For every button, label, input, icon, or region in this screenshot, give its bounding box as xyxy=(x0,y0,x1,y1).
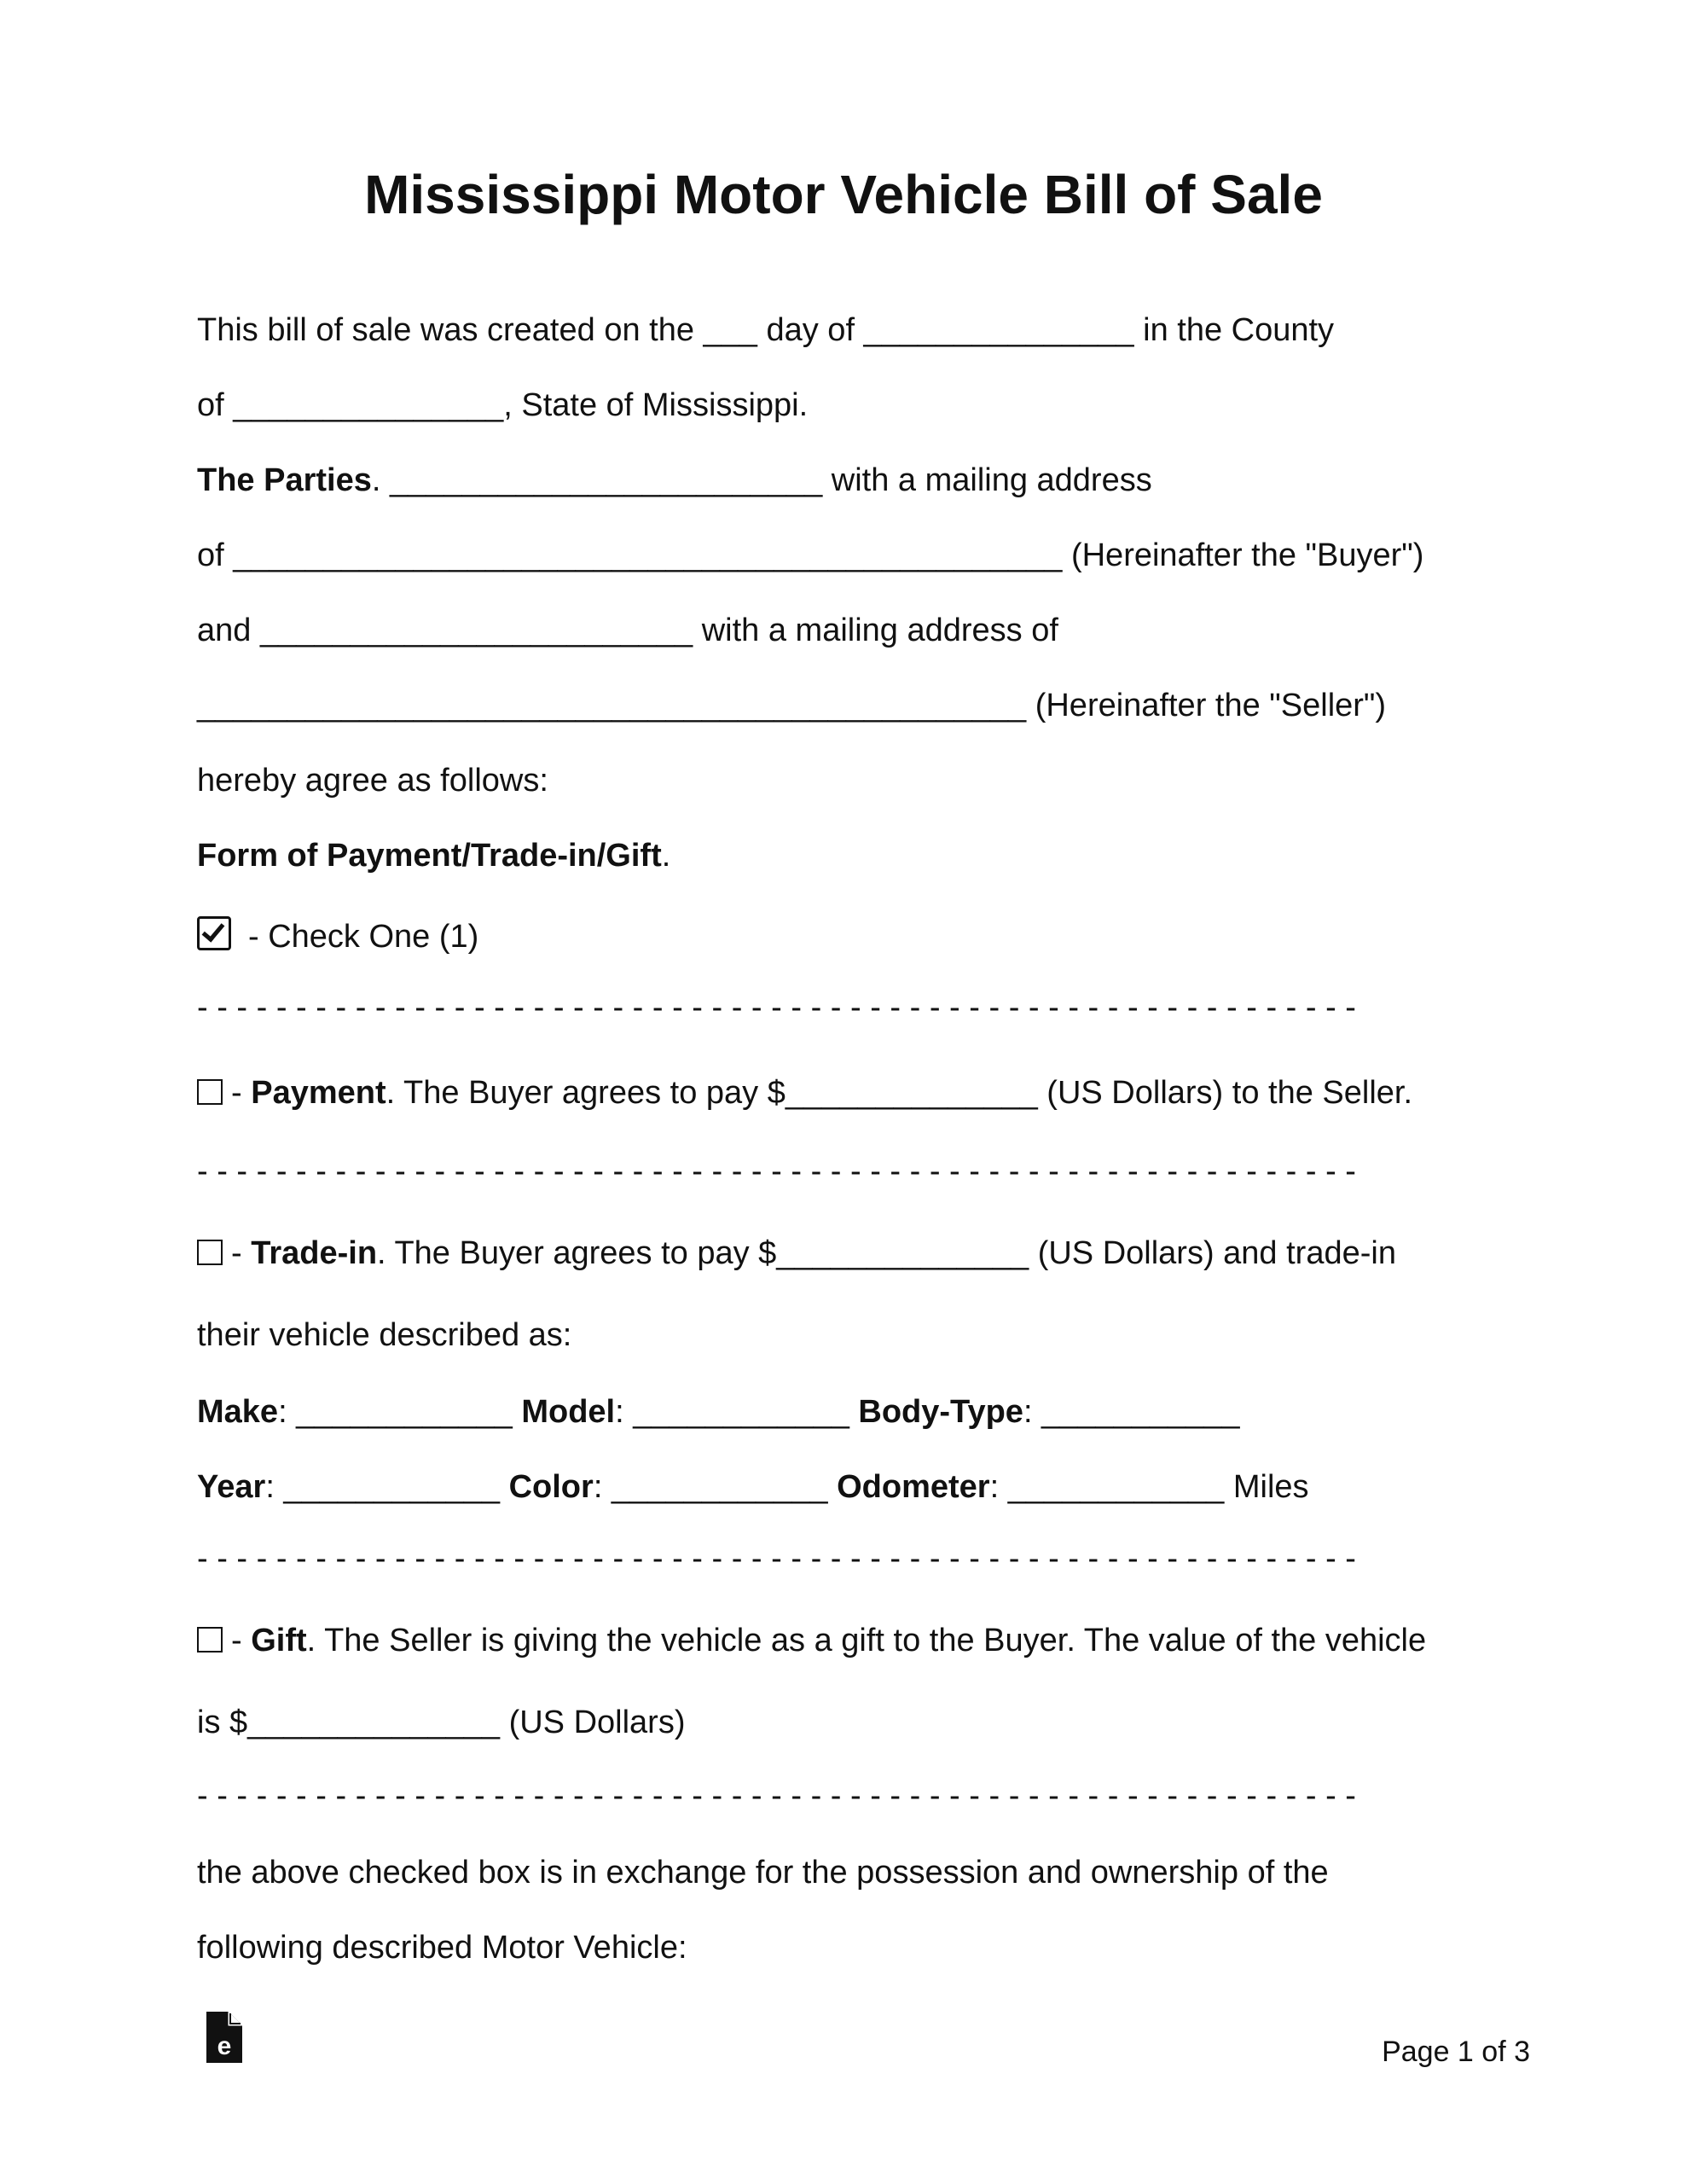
make-field: : ____________ xyxy=(278,1394,522,1430)
tradein-checkbox[interactable] xyxy=(197,1240,223,1265)
bodytype-label: Body-Type xyxy=(858,1394,1023,1430)
gift-line-2: is $______________ (US Dollars) xyxy=(197,1705,686,1740)
check-one-text: - Check One (1) xyxy=(248,919,479,955)
divider-2: - - - - - - - - - - - - - - - - - - - - - - - - - - - - - - - - - - - - - - - - - - - - - - - - - - - - - - - - - - - xyxy=(197,1155,1356,1188)
tradein-label: Trade-in xyxy=(251,1235,378,1271)
tradein-option xyxy=(197,1237,1396,1269)
intro-line-1: This bill of sale was created on the ___ day of _______________ in the County xyxy=(197,312,1335,348)
odometer-label: Odometer xyxy=(837,1469,990,1505)
payment-heading-label: Form of Payment/Trade-in/Gift xyxy=(197,838,662,874)
gift-text: . The Seller is giving the vehicle as a gift to the Buyer. The value of the vehicle xyxy=(306,1623,1427,1658)
make-label: Make xyxy=(197,1394,279,1430)
parties-label: The Parties xyxy=(197,462,372,498)
checked-checkbox-icon xyxy=(197,916,231,950)
parties-line-2: of ______________________________________________ (Hereinafter the "Buyer") xyxy=(197,537,1424,573)
page-number: Page 1 of 3 xyxy=(1382,2036,1530,2068)
tradein-prefix: - xyxy=(231,1235,252,1271)
intro-line-2: of _______________, State of Mississippi. xyxy=(197,387,809,423)
document-logo-icon xyxy=(205,2010,244,2065)
color-label: Color xyxy=(508,1469,594,1505)
tradein-text: . The Buyer agrees to pay $______________ (US Dollars) and trade-in xyxy=(377,1235,1396,1271)
closing-line-2: following described Motor Vehicle: xyxy=(197,1930,687,1966)
gift-label: Gift xyxy=(251,1623,307,1658)
parties-line-4: ______________________________________________ (Hereinafter the "Seller") xyxy=(197,688,1387,723)
closing-line-1: the above checked box is in exchange for the possession and ownership of the xyxy=(197,1855,1329,1891)
bodytype-field: : ___________ xyxy=(1023,1394,1240,1430)
vehicle-fields-row-2 xyxy=(197,1471,1309,1503)
vehicle-fields-row-1 xyxy=(197,1396,1240,1428)
svg-text:e: e xyxy=(217,2032,232,2060)
check-one-line xyxy=(197,916,478,953)
document-title: Mississippi Motor Vehicle Bill of Sale xyxy=(364,164,1323,225)
parties-line-3: and ________________________ with a mailing address of xyxy=(197,613,1058,648)
payment-checkbox[interactable] xyxy=(197,1079,223,1105)
parties-line-1 xyxy=(197,464,1152,497)
parties-line-5: hereby agree as follows: xyxy=(197,763,548,799)
gift-checkbox[interactable] xyxy=(197,1627,223,1653)
payment-heading xyxy=(197,839,670,872)
payment-label: Payment xyxy=(251,1075,386,1111)
year-field: : ____________ xyxy=(265,1469,509,1505)
divider-4: - - - - - - - - - - - - - - - - - - - - - - - - - - - - - - - - - - - - - - - - - - - - - - - - - - - - - - - - - - - xyxy=(197,1780,1356,1812)
payment-option xyxy=(197,1077,1412,1109)
payment-text: . The Buyer agrees to pay $______________ (US Dollars) to the Seller. xyxy=(386,1075,1413,1111)
color-field: : ____________ xyxy=(593,1469,838,1505)
year-label: Year xyxy=(197,1469,266,1505)
gift-prefix: - xyxy=(231,1623,252,1658)
divider-3: - - - - - - - - - - - - - - - - - - - - - - - - - - - - - - - - - - - - - - - - - - - - - - - - - - - - - - - - - - - xyxy=(197,1542,1356,1575)
parties-line-1-text: . ________________________ with a mailing address xyxy=(371,462,1152,498)
payment-prefix: - xyxy=(231,1075,252,1111)
odometer-field: : ____________ Miles xyxy=(989,1469,1309,1505)
payment-heading-punct: . xyxy=(661,838,671,874)
gift-option xyxy=(197,1624,1426,1657)
tradein-line-2: their vehicle described as: xyxy=(197,1317,572,1353)
divider-1: - - - - - - - - - - - - - - - - - - - - - - - - - - - - - - - - - - - - - - - - - - - - - - - - - - - - - - - - - - - xyxy=(197,991,1356,1024)
model-label: Model xyxy=(521,1394,616,1430)
model-field: : ____________ xyxy=(615,1394,859,1430)
